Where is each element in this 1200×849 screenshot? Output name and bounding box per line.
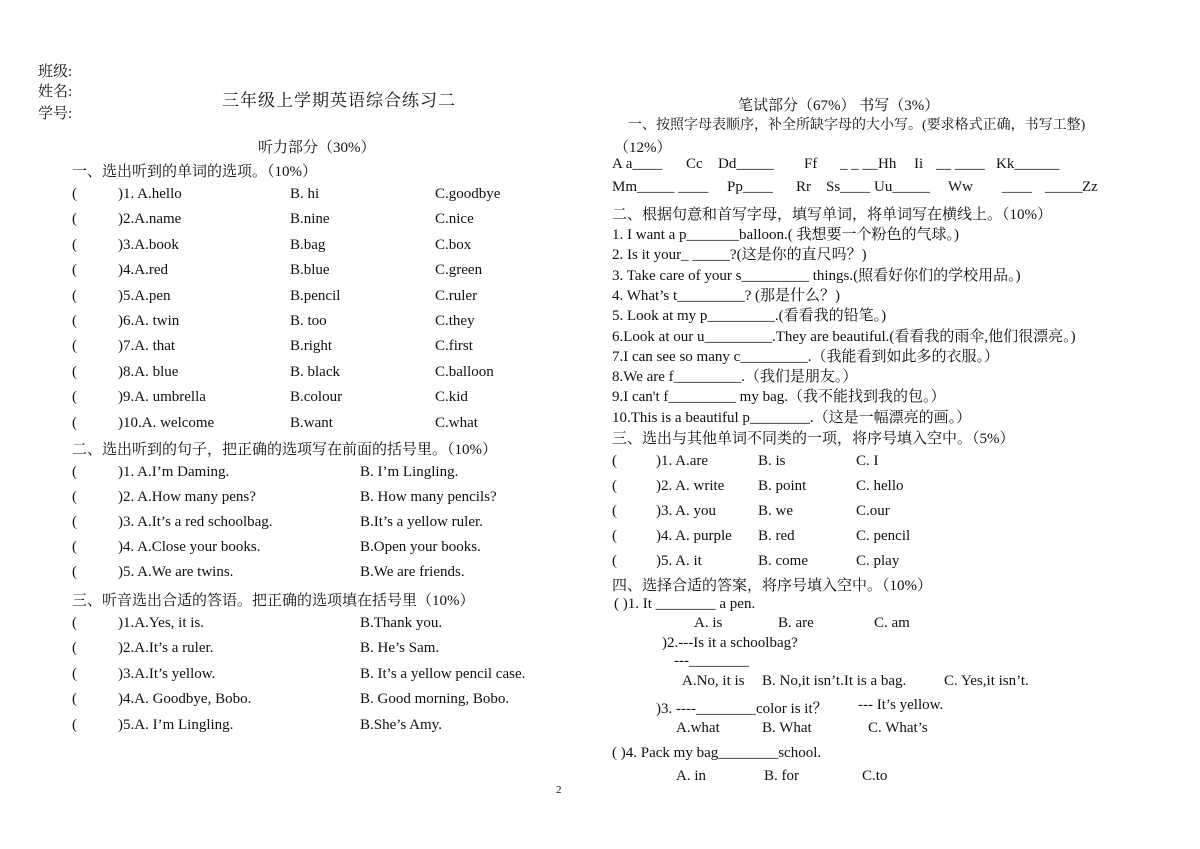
alphabet-cell: A a____ <box>612 156 663 172</box>
l1-item-option-b: B. too <box>290 313 327 329</box>
l2-item-paren: ( <box>72 489 77 505</box>
fill-in-sentence: 1. I want a p_______balloon.( 我想要一个粉色的气球。) <box>612 227 960 243</box>
r4-q3-reply: --- It’s yellow. <box>858 697 944 713</box>
l3-item-option-a: )4.A. Goodbye, Bobo. <box>118 691 252 708</box>
r4-q2-option-c: C. Yes,it isn’t. <box>944 673 1029 689</box>
l1-item-option-b: B.right <box>290 338 333 355</box>
l3-item-paren: ( <box>72 691 77 708</box>
l1-item-paren: ( <box>72 211 77 228</box>
l1-item-paren: ( <box>72 414 77 431</box>
fill-in-sentence: 8.We are f_________.（我们是朋友。） <box>612 369 858 386</box>
r4-q2-option-a: A.No, it is <box>682 673 745 689</box>
r4-q4-option-b: B. for <box>764 768 799 784</box>
l2-item-paren: ( <box>72 539 77 555</box>
l3-item-option-b: B.Thank you. <box>360 615 443 631</box>
r4-q1-option-c: C. am <box>874 615 910 631</box>
l1-item-paren: ( <box>72 287 77 304</box>
l3-item-option-b: B. It’s a yellow pencil case. <box>360 665 526 682</box>
l3-item-paren: ( <box>72 615 77 631</box>
l1-item-option-c: C.box <box>435 236 472 253</box>
fill-in-sentence: 2. Is it your_ _____?(这是你的直尺吗？) <box>612 247 867 264</box>
r3-item-option-b: B. point <box>758 478 807 494</box>
right-section2-heading: 二、根据句意和首写字母，填写单词，将单词写在横线上。（10%） <box>612 207 1052 223</box>
r4-q1: ( )1. It ________ a pen. <box>614 596 756 612</box>
alphabet-cell: Ff <box>804 156 818 172</box>
l2-item-option-b: B. How many pencils? <box>360 489 497 505</box>
left-section2-heading: 二、选出听到的句子，把正确的选项写在前面的括号里。（10%） <box>72 442 497 458</box>
r4-q2: )2.---Is it a schoolbag? <box>662 635 798 651</box>
l1-item-paren: ( <box>72 363 77 380</box>
l1-item-paren: ( <box>72 262 77 279</box>
r3-item-option-b: B. we <box>758 503 793 519</box>
fill-in-sentence: 10.This is a beautiful p________.（这是一幅漂亮的画。） <box>612 409 972 426</box>
r4-q1-option-a: A. is <box>694 615 723 631</box>
fill-in-sentence: 7.I can see so many c_________.（我能看到如此多的衣服。） <box>612 348 1000 365</box>
l2-item-option-a: )1. A.I’m Daming. <box>118 464 230 480</box>
alphabet-cell: _____ <box>1045 179 1083 195</box>
r4-q1-option-b: B. are <box>778 615 814 631</box>
l1-item-option-a: )6.A. twin <box>118 313 180 329</box>
name-label: 姓名: <box>38 84 73 100</box>
r3-item-option-a: )3. A. you <box>656 503 716 519</box>
r3-item-paren: ( <box>612 453 617 469</box>
l2-item-option-b: B.Open your books. <box>360 539 481 555</box>
l1-item-option-b: B.pencil <box>290 287 341 304</box>
r3-item-option-a: )5. A. it <box>656 553 702 569</box>
l1-item-option-c: C.nice <box>435 211 474 228</box>
r3-item-option-b: B. is <box>758 453 786 469</box>
l3-item-option-b: B. Good morning, Bobo. <box>360 691 510 708</box>
l1-item-paren: ( <box>72 236 77 253</box>
l1-item-option-c: C.ruler <box>435 287 478 304</box>
student-id-label: 学号: <box>38 106 73 122</box>
r3-item-option-c: C.our <box>856 503 890 519</box>
l1-item-option-b: B. hi <box>290 186 320 202</box>
alphabet-cell: _ _ __ <box>840 156 878 172</box>
r4-q3-option-b: B. What <box>762 720 812 736</box>
l2-item-option-a: )5. A.We are twins. <box>118 564 234 580</box>
l1-item-option-a: )4.A.red <box>118 262 168 279</box>
alphabet-cell: Hh <box>878 156 897 172</box>
l1-item-option-a: )3.A.book <box>118 236 179 253</box>
r3-item-option-c: C. play <box>856 553 900 569</box>
page-number: 2 <box>556 784 562 796</box>
listening-heading: 听力部分（30%） <box>258 140 376 156</box>
l1-item-option-a: )9.A. umbrella <box>118 389 206 406</box>
right-section1-heading-percent: （12%） <box>614 140 672 156</box>
alphabet-cell: Uu_____ <box>874 179 930 195</box>
fill-in-sentence: 4. What’s t_________? (那是什么？) <box>612 287 841 304</box>
alphabet-cell: Ii <box>914 156 924 172</box>
l1-item-option-c: C.goodbye <box>435 186 501 202</box>
l1-item-option-b: B.blue <box>290 262 330 279</box>
r4-q2-option-b: B. No,it isn’t.It is a bag. <box>762 673 907 689</box>
l1-item-paren: ( <box>72 338 77 355</box>
alphabet-cell: Dd_____ <box>718 156 774 172</box>
right-section1-heading: 一、按照字母表顺序，补全所缺字母的大小写。(要求格式正确，书写工整) <box>628 118 1086 133</box>
l2-item-paren: ( <box>72 514 77 530</box>
l1-item-option-a: )5.A.pen <box>118 287 171 304</box>
r3-item-paren: ( <box>612 503 617 519</box>
l3-item-paren: ( <box>72 640 77 657</box>
alphabet-cell: Ww <box>948 179 973 195</box>
alphabet-cell: Cc <box>686 156 703 172</box>
r4-q4-option-a: A. in <box>676 768 706 784</box>
alphabet-cell: __ ____ <box>936 156 985 172</box>
written-heading: 笔试部分（67%） 书写（3%） <box>738 98 940 114</box>
alphabet-cell: Pp____ <box>727 179 773 195</box>
fill-in-sentence: 3. Take care of your s_________ things.(照看好你们的学校用品。) <box>612 267 1021 284</box>
alphabet-cell: Rr <box>796 179 811 195</box>
l3-item-option-b: B. He’s Sam. <box>360 640 440 657</box>
r3-item-option-b: B. red <box>758 528 795 544</box>
l1-item-option-c: C.they <box>435 313 475 329</box>
l1-item-option-a: )2.A.name <box>118 211 182 228</box>
r3-item-option-a: )2. A. write <box>656 478 725 494</box>
l1-item-option-a: )8.A. blue <box>118 363 179 380</box>
l1-item-option-c: C.kid <box>435 389 468 406</box>
left-section3-heading: 三、听音选出合适的答语。把正确的选项填在括号里（10%） <box>72 593 475 609</box>
right-section4-heading: 四、选择合适的答案，将序号填入空中。（10%） <box>612 578 932 594</box>
r4-q3: )3. ----________color is it？ <box>656 701 828 717</box>
l1-item-option-a: )7.A. that <box>118 338 176 355</box>
r4-q2-blank: ---________ <box>674 653 749 669</box>
l2-item-option-b: B. I’m Lingling. <box>360 464 459 480</box>
l3-item-option-a: )5.A. I’m Lingling. <box>118 716 234 733</box>
alphabet-cell: Mm_____ ____ <box>612 179 709 195</box>
l1-item-option-b: B.colour <box>290 389 343 406</box>
r4-q3-option-a: A.what <box>676 720 720 736</box>
l2-item-option-b: B.We are friends. <box>360 564 465 580</box>
l1-item-option-a: )10.A. welcome <box>118 414 215 431</box>
r3-item-option-a: )1. A.are <box>656 453 709 469</box>
r3-item-paren: ( <box>612 553 617 569</box>
r4-q3-option-c: C. What’s <box>868 720 928 736</box>
r3-item-option-c: C. pencil <box>856 528 911 544</box>
r3-item-option-a: )4. A. purple <box>656 528 732 544</box>
alphabet-cell: Ss____ <box>826 179 871 195</box>
fill-in-sentence: 5. Look at my p_________.(看看我的铅笔。) <box>612 308 887 325</box>
l1-item-option-b: B.bag <box>290 236 326 253</box>
alphabet-cell: ____ <box>1002 179 1032 195</box>
l1-item-option-b: B. black <box>290 363 340 380</box>
r3-item-option-b: B. come <box>758 553 808 569</box>
l3-item-paren: ( <box>72 716 77 733</box>
r3-item-paren: ( <box>612 528 617 544</box>
l3-item-option-a: )3.A.It’s yellow. <box>118 665 216 682</box>
l3-item-option-b: B.She’s Amy. <box>360 716 442 733</box>
class-label: 班级: <box>38 64 73 80</box>
l2-item-option-a: )4. A.Close your books. <box>118 539 261 555</box>
l1-item-paren: ( <box>72 389 77 406</box>
l2-item-option-b: B.It’s a yellow ruler. <box>360 514 483 530</box>
alphabet-cell: Kk______ <box>996 156 1060 172</box>
l2-item-paren: ( <box>72 564 77 580</box>
l1-item-option-b: B.nine <box>290 211 330 228</box>
r4-q4-option-c: C.to <box>862 768 888 784</box>
r3-item-paren: ( <box>612 478 617 494</box>
l2-item-paren: ( <box>72 464 77 480</box>
l1-item-paren: ( <box>72 186 77 202</box>
l1-item-option-c: C.green <box>435 262 483 279</box>
l1-item-option-c: C.what <box>435 414 478 431</box>
l1-item-option-b: B.want <box>290 414 333 431</box>
page-title: 三年级上学期英语综合练习二 <box>222 91 456 110</box>
l3-item-option-a: )2.A.It’s a ruler. <box>118 640 214 657</box>
l3-item-paren: ( <box>72 665 77 682</box>
l1-item-option-a: )1. A.hello <box>118 186 182 202</box>
l1-item-paren: ( <box>72 313 77 329</box>
fill-in-sentence: 6.Look at our u_________.They are beautiful.(看看我的雨伞,他们很漂亮。) <box>612 328 1076 345</box>
right-section3-heading: 三、选出与其他单词不同类的一项，将序号填入空中。（5%） <box>612 431 1015 447</box>
l1-item-option-c: C.balloon <box>435 363 494 380</box>
l3-item-option-a: )1.A.Yes, it is. <box>118 615 204 631</box>
r4-q4: ( )4. Pack my bag________school. <box>612 745 822 761</box>
r3-item-option-c: C. I <box>856 453 879 469</box>
left-section1-heading: 一、选出听到的单词的选项。（10%） <box>72 164 317 180</box>
l1-item-option-c: C.first <box>435 338 473 355</box>
r3-item-option-c: C. hello <box>856 478 904 494</box>
alphabet-cell: Zz <box>1082 179 1098 195</box>
l2-item-option-a: )3. A.It’s a red schoolbag. <box>118 514 273 530</box>
l2-item-option-a: )2. A.How many pens? <box>118 489 256 505</box>
fill-in-sentence: 9.I can't f_________ my bag.（我不能找到我的包。） <box>612 389 946 406</box>
